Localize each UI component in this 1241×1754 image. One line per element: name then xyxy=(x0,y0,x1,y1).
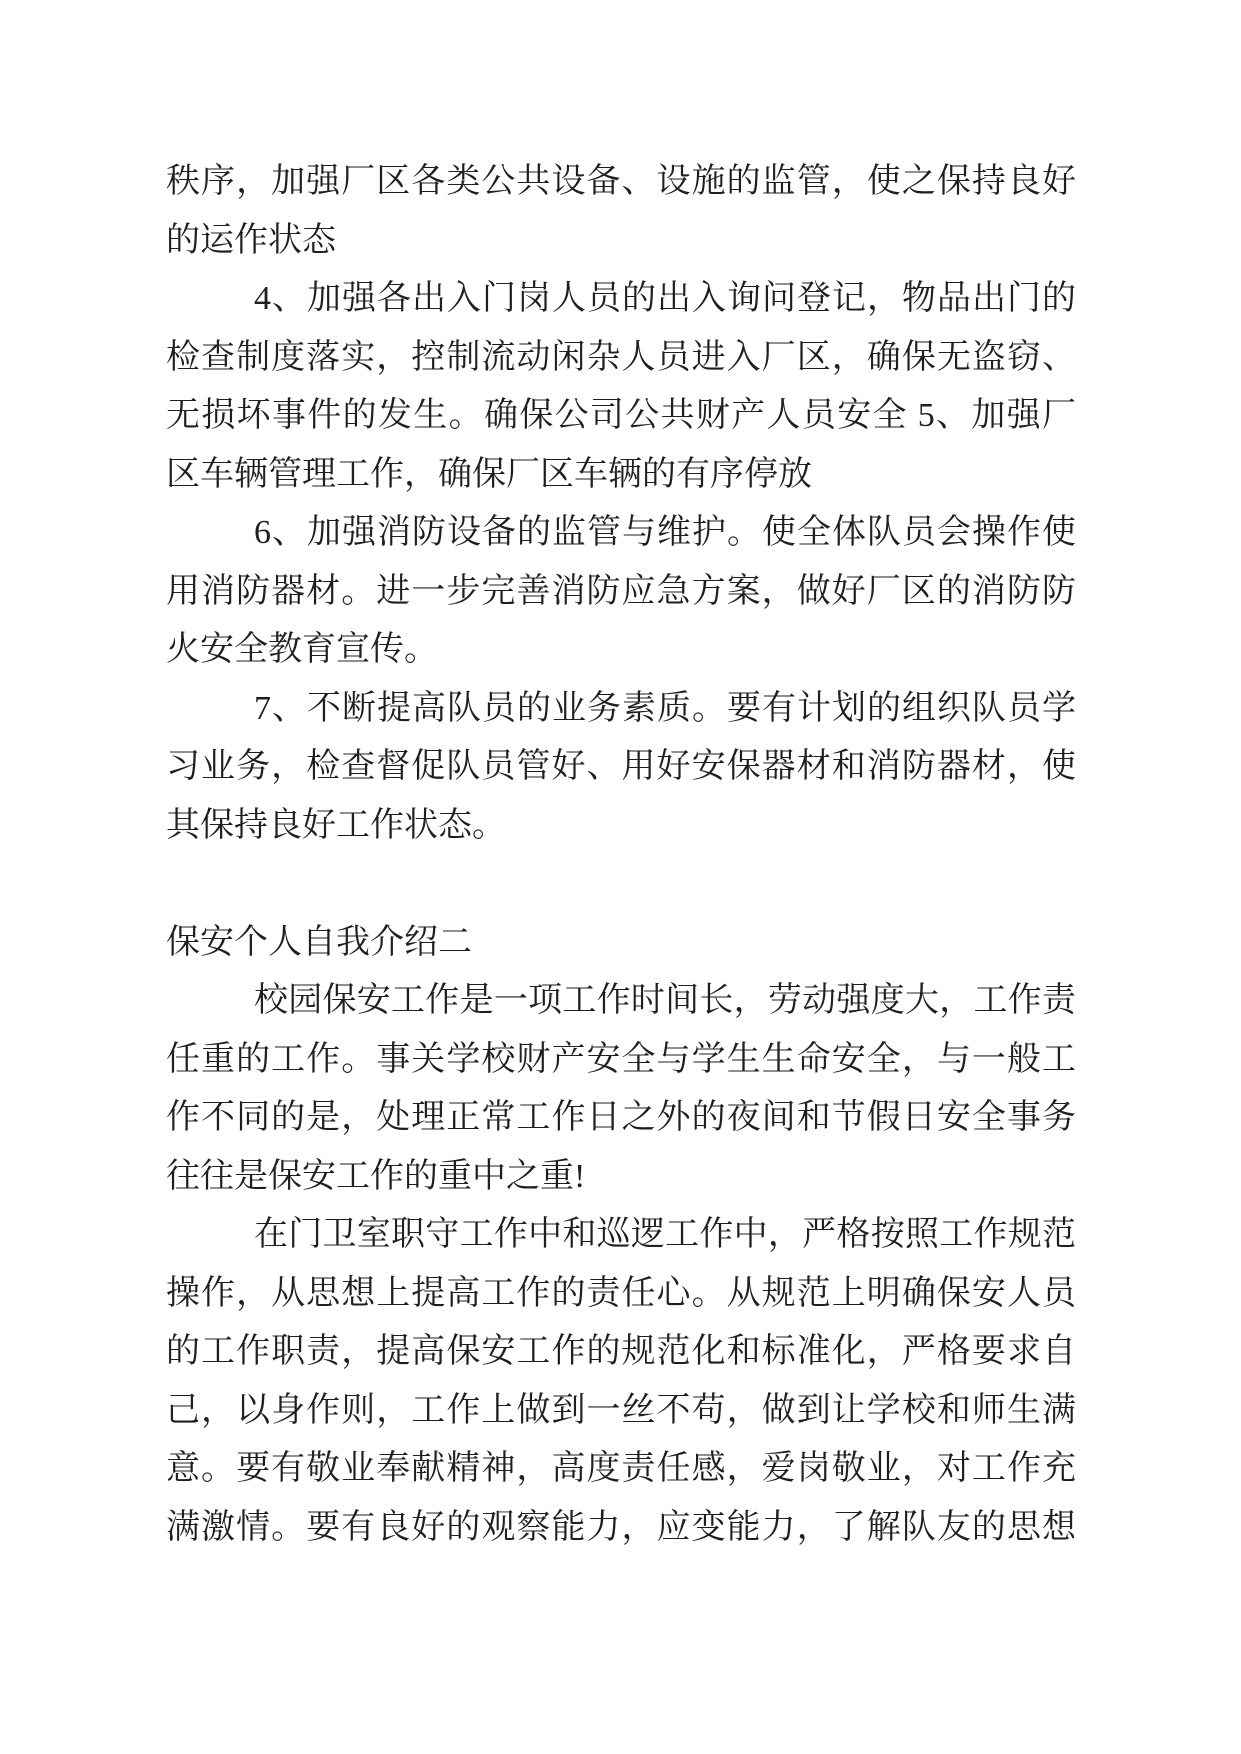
text-line: 己，以身作则，工作上做到一丝不苟，做到让学校和师生满 xyxy=(166,1391,1076,1429)
text-line: 火安全教育宣传。 xyxy=(166,631,438,668)
text-line: 用消防器材。进一步完善消防应急方案，做好厂区的消防防 xyxy=(166,572,1076,610)
text-line: 7、不断提高队员的业务素质。要有计划的组织队员学 xyxy=(254,689,1076,727)
paragraph xyxy=(166,504,1076,680)
text-line: 习业务，检查督促队员管好、用好安保器材和消防器材，使 xyxy=(166,748,1076,785)
text-line: 往往是保安工作的重中之重! xyxy=(166,1157,586,1195)
text-line: 校园保安工作是一项工作时间长，劳动强度大，工作责 xyxy=(254,982,1076,1019)
text-line: 的运作状态 xyxy=(166,221,336,259)
text-line: 6、加强消防设备的监管与维护。使全体队员会操作使 xyxy=(254,514,1076,551)
text-line: 其保持良好工作状态。 xyxy=(166,806,506,844)
paragraph xyxy=(166,972,1076,1206)
text-line: 检查制度落实，控制流动闲杂人员进入厂区，确保无盗窃、 xyxy=(166,338,1076,376)
paragraph xyxy=(166,153,1076,270)
document-body xyxy=(166,153,1076,1557)
paragraph xyxy=(166,680,1076,856)
paragraph xyxy=(166,270,1076,504)
text-line: 在门卫室职守工作中和巡逻工作中，严格按照工作规范 xyxy=(254,1216,1076,1253)
text-line: 的工作职责，提高保安工作的规范化和标准化，严格要求自 xyxy=(166,1333,1076,1370)
paragraph xyxy=(166,1206,1076,1557)
text-line: 秩序，加强厂区各类公共设备、设施的监管，使之保持良好 xyxy=(166,163,1076,200)
text-line: 区车辆管理工作，确保厂区车辆的有序停放 xyxy=(166,455,812,493)
text-line: 保安个人自我介绍二 xyxy=(166,923,472,961)
paragraph xyxy=(166,914,1076,973)
text-line: 意。要有敬业奉献精神，高度责任感，爱岗敬业，对工作充 xyxy=(166,1450,1076,1487)
text-line: 4、加强各出入门岗人员的出入询问登记，物品出门的 xyxy=(254,280,1076,317)
text-line: 任重的工作。事关学校财产安全与学生生命安全，与一般工 xyxy=(166,1040,1076,1078)
text-line: 无损坏事件的发生。确保公司公共财产人员安全 5、加强厂 xyxy=(166,397,1076,434)
text-line: 操作，从思想上提高工作的责任心。从规范上明确保安人员 xyxy=(166,1274,1076,1312)
text-line: 满激情。要有良好的观察能力，应变能力，了解队友的思想 xyxy=(166,1508,1076,1546)
text-line: 作不同的是，处理正常工作日之外的夜间和节假日安全事务 xyxy=(166,1099,1076,1136)
